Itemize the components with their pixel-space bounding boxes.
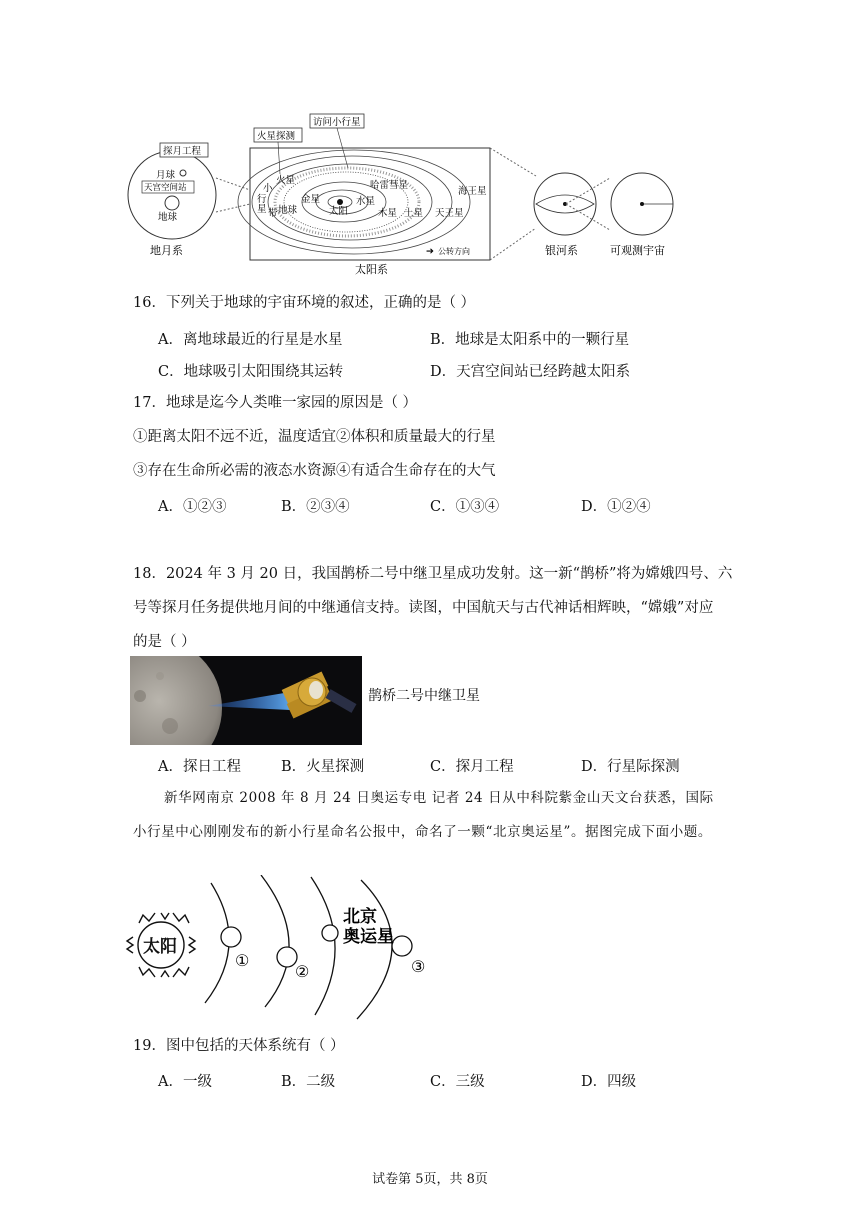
- halley-label: 哈雷彗星: [370, 180, 409, 191]
- q18-stem-line2: 号等探月任务提供地月间的中继通信支持。读图，中国航天与古代神话相辉映，“嫦娥”对应: [133, 600, 714, 616]
- q17-option-c[interactable]: C．①③④: [430, 499, 500, 515]
- beijing-olympic-star-line1: 北京: [343, 907, 377, 927]
- q17-option-d[interactable]: D．①②④: [581, 499, 651, 515]
- moon-dot: [180, 170, 186, 176]
- uranus-label: 天王星: [435, 208, 464, 219]
- label-3: ③: [411, 957, 425, 976]
- planet-1: [221, 927, 241, 947]
- q17-option-a[interactable]: A．①②③: [158, 499, 227, 515]
- q17-option-b[interactable]: B．②③④: [281, 499, 350, 515]
- beijing-olympic-star-line2: 奥运星: [343, 927, 394, 947]
- q18-option-c[interactable]: C．探月工程: [430, 759, 514, 775]
- belt-char-1: 小: [263, 183, 273, 194]
- q16-option-d[interactable]: D．天宫空间站已经跨越太阳系: [430, 364, 631, 380]
- mars-label: 火星: [276, 175, 296, 186]
- q17-statements-2: ③存在生命所必需的液态水资源④有适合生命存在的大气: [133, 463, 496, 479]
- page-footer: 试卷第 5页，共 8页: [372, 1172, 488, 1187]
- sun-label: 太阳: [143, 937, 177, 957]
- mercury-label: 水星: [356, 196, 376, 207]
- jupiter-label: 木星: [378, 208, 398, 219]
- q18-option-a[interactable]: A．探日工程: [158, 759, 241, 775]
- orbit-direction-label: 公转方向: [438, 247, 470, 256]
- earth-moon-system-circle: [128, 151, 216, 239]
- planet-2: [277, 947, 297, 967]
- tiangong-label: 天宫空间站: [144, 183, 187, 193]
- q19-option-a[interactable]: A．一级: [158, 1074, 212, 1090]
- moon-project-label: 探月工程: [163, 146, 202, 157]
- q17-stem: 17．地球是迄今人类唯一家园的原因是（ ）: [133, 395, 418, 411]
- orbit-arc-3: [311, 877, 335, 1015]
- belt-char-2: 行: [257, 194, 267, 205]
- label-1: ①: [235, 951, 250, 970]
- asteroid-visit-label: 访问小行星: [313, 117, 361, 128]
- orbit-arc-4: [357, 880, 392, 1019]
- passage-line1: 新华网南京 2008 年 8 月 24 日奥运专电 记者 24 日从中科院紫金山天文台获悉，国际: [164, 790, 714, 806]
- beijing-olympic-asteroid: [322, 925, 338, 941]
- q18-stem-line3: 的是（ ）: [133, 634, 196, 650]
- q16-option-b[interactable]: B．地球是太阳系中的一颗行星: [430, 332, 630, 348]
- q17-statements-1: ①距离太阳不远不近，温度适宜②体积和质量最大的行星: [133, 429, 496, 445]
- q16-option-c[interactable]: C．地球吸引太阳围绕其运转: [158, 364, 344, 380]
- q18-option-d[interactable]: D．行星际探测: [581, 759, 680, 775]
- sun-orbits-figure: [125, 875, 425, 1025]
- earth2-label: 地球: [278, 205, 298, 216]
- sun-label-small: 太阳: [329, 206, 349, 217]
- orbit-direction-arrow: ➔: [426, 246, 434, 257]
- q19-stem: 19．图中包括的天体系统有（ ）: [133, 1038, 345, 1054]
- label-2: ②: [295, 962, 310, 981]
- neptune-label: 海王星: [458, 186, 487, 197]
- queqiao-satellite-image: [130, 656, 362, 745]
- earth-circle: [165, 196, 179, 210]
- q19-option-b[interactable]: B．二级: [281, 1074, 336, 1090]
- q18-stem-line1: 18．2024 年 3 月 20 日，我国鹊桥二号中继卫星成功发射。这一新“鹊桥”将为嫦娥四号、六: [133, 566, 733, 582]
- belt-char-3: 星: [257, 204, 267, 215]
- earth-label: 地球: [158, 212, 178, 223]
- galaxy-label: 银河系: [545, 244, 578, 257]
- universe-label: 可观测宇宙: [610, 244, 665, 257]
- orbit-arc-2: [261, 875, 289, 1007]
- saturn-label: 土星: [404, 208, 424, 219]
- queqiao-caption: 鹊桥二号中继卫星: [368, 688, 480, 704]
- sun-symbol: [337, 199, 343, 205]
- cosmic-hierarchy-figure: [120, 108, 680, 278]
- planet-3: [392, 936, 412, 956]
- q19-option-d[interactable]: D．四级: [581, 1074, 637, 1090]
- q16-stem: 16．下列关于地球的宇宙环境的叙述，正确的是（ ）: [133, 295, 476, 311]
- solar-system-label: 太阳系: [355, 263, 388, 276]
- earth-moon-system-label: 地月系: [150, 244, 183, 257]
- q16-option-a[interactable]: A．离地球最近的行星是水星: [158, 332, 343, 348]
- mars-probe-label: 火星探测: [257, 131, 296, 142]
- q18-option-b[interactable]: B．火星探测: [281, 759, 365, 775]
- moon-label: 月球: [156, 170, 176, 181]
- belt-char-4: 带: [268, 208, 278, 219]
- passage-line2: 小行星中心刚刚发布的新小行星命名公报中，命名了一颗“北京奥运星”。据图完成下面小题。: [133, 824, 713, 840]
- q19-option-c[interactable]: C．三级: [430, 1074, 485, 1090]
- venus-label: 金星: [301, 194, 321, 205]
